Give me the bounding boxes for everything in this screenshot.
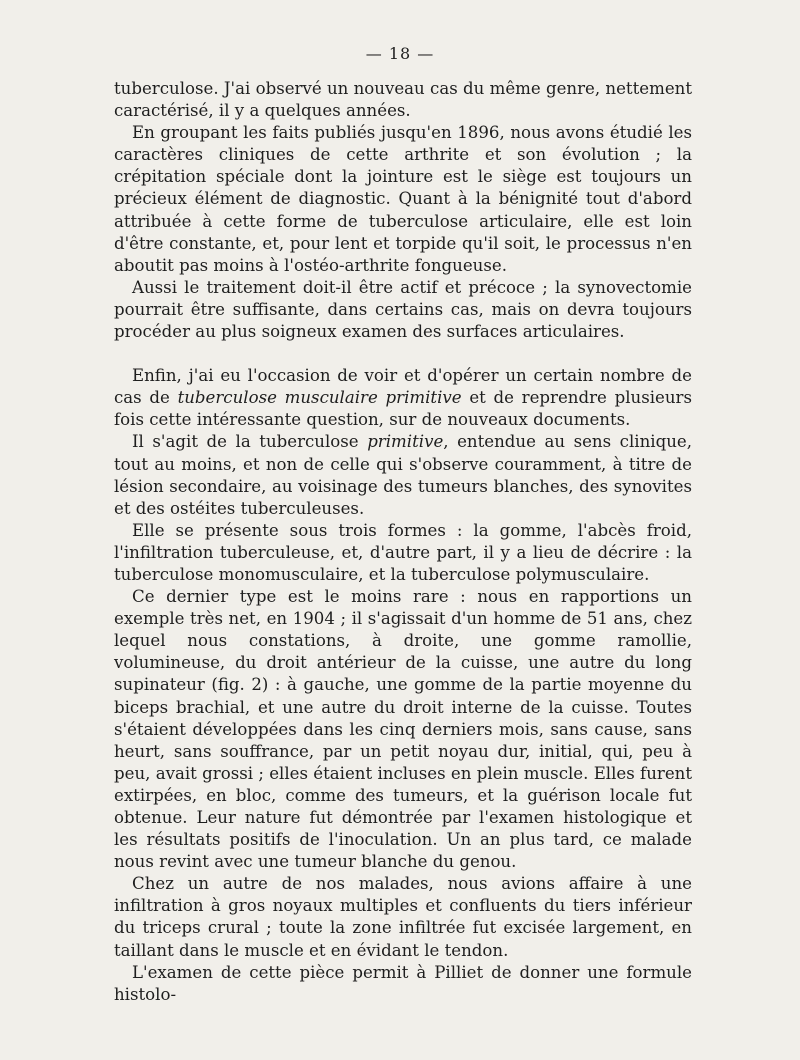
paragraph-5-italic: primitive <box>367 432 444 452</box>
paragraph-7: Ce dernier type est le moins rare : nous en rapportions un exemple très net, en 1904 ; il s'agissait d'un homme de 51 ans, chez lequel nous constations, à droite, une gomme ramollie, volumineuse, du droit antérieur de la cuisse, une autre du long supinateur (fig. 2) : à gauche, une gomme de la partie moyenne du biceps brachial, et une autre du droit interne de la cuisse. Toutes s'étaient développées dans les cinq derniers mois, sans cause, sans heurt, sans souffrance, par un petit noyau dur, initial, qui, peu à peu, avait grossi ; elles étaient incluses en plein muscle. Elles furent extirpées, en bloc, comme des tumeurs, et la guérison locale fut obtenue. Leur nature fut démontrée par l'examen histologique et les résultats positifs de l'inoculation. Un an plus tard, ce malade nous revint avec une tumeur blanche du genou. <box>114 587 692 872</box>
body-text <box>114 78 692 1006</box>
paragraph-6: Elle se présente sous trois formes : la gomme, l'abcès froid, l'infiltration tuberculeuse, et, d'autre part, il y a lieu de décrire : la tuberculose monomusculaire, et la tuberculose polymusculaire. <box>114 520 692 584</box>
paragraph-3: Aussi le traitement doit-il être actif et précoce ; la synovectomie pourrait être suffisante, dans certains cas, mais on devra toujours procéder au plus soigneux examen des surfaces articulaires. <box>114 277 692 342</box>
paragraph-4-italic: tuberculose musculaire primitive <box>177 388 462 408</box>
paragraph-5-text-b: , entendue au sens clinique, tout au moins, et non de celle qui s'observe couramment, à titre de lésion secondaire, au voisinage des tumeurs blanches, des synovites et des ostéites tuberculeuses. <box>114 432 692 518</box>
page-number: — 18 — <box>365 44 435 63</box>
paragraph-8: Chez un autre de nos malades, nous avions affaire à une infiltration à gros noyaux multiples et confluents du tiers inférieur du triceps crural ; toute la zone infiltrée fut excisée largement, en taillant dans le muscle et en évidant le tendon. <box>114 874 692 960</box>
paragraph-4-text-b: et de reprendre plusieurs fois cette intéressante question, sur de nouveaux documents. <box>114 388 692 430</box>
paragraph-5-text-a: Il s'agit de la tuberculose <box>132 432 368 452</box>
paragraph-2: En groupant les faits publiés jusqu'en 1896, nous avons étudié les caractères cliniques de cette arthrite et son évolution ; la crépitation spéciale dont la jointure est le siège est toujours un précieux élément de diagnostic. Quant à la bénignité tout d'abord attribuée à cette forme de tuberculose articulaire, elle est loin d'être constante, et, pour lent et torpide qu'il soit, le processus n'en aboutit pas moins à l'ostéo-arthrite fongueuse. <box>114 123 692 275</box>
paragraph-1: tuberculose. J'ai observé un nouveau cas du même genre, nettement caractérisé, il y a quelques années. <box>114 79 692 121</box>
paragraph-9: L'examen de cette pièce permit à Pilliet de donner une formule histolo- <box>114 962 692 1004</box>
paragraph-4-text-a: Enfin, j'ai eu l'occasion de voir et d'opérer un certain nombre de cas de <box>114 366 692 408</box>
paragraph-5 <box>114 431 692 519</box>
paragraph-4 <box>114 365 692 431</box>
